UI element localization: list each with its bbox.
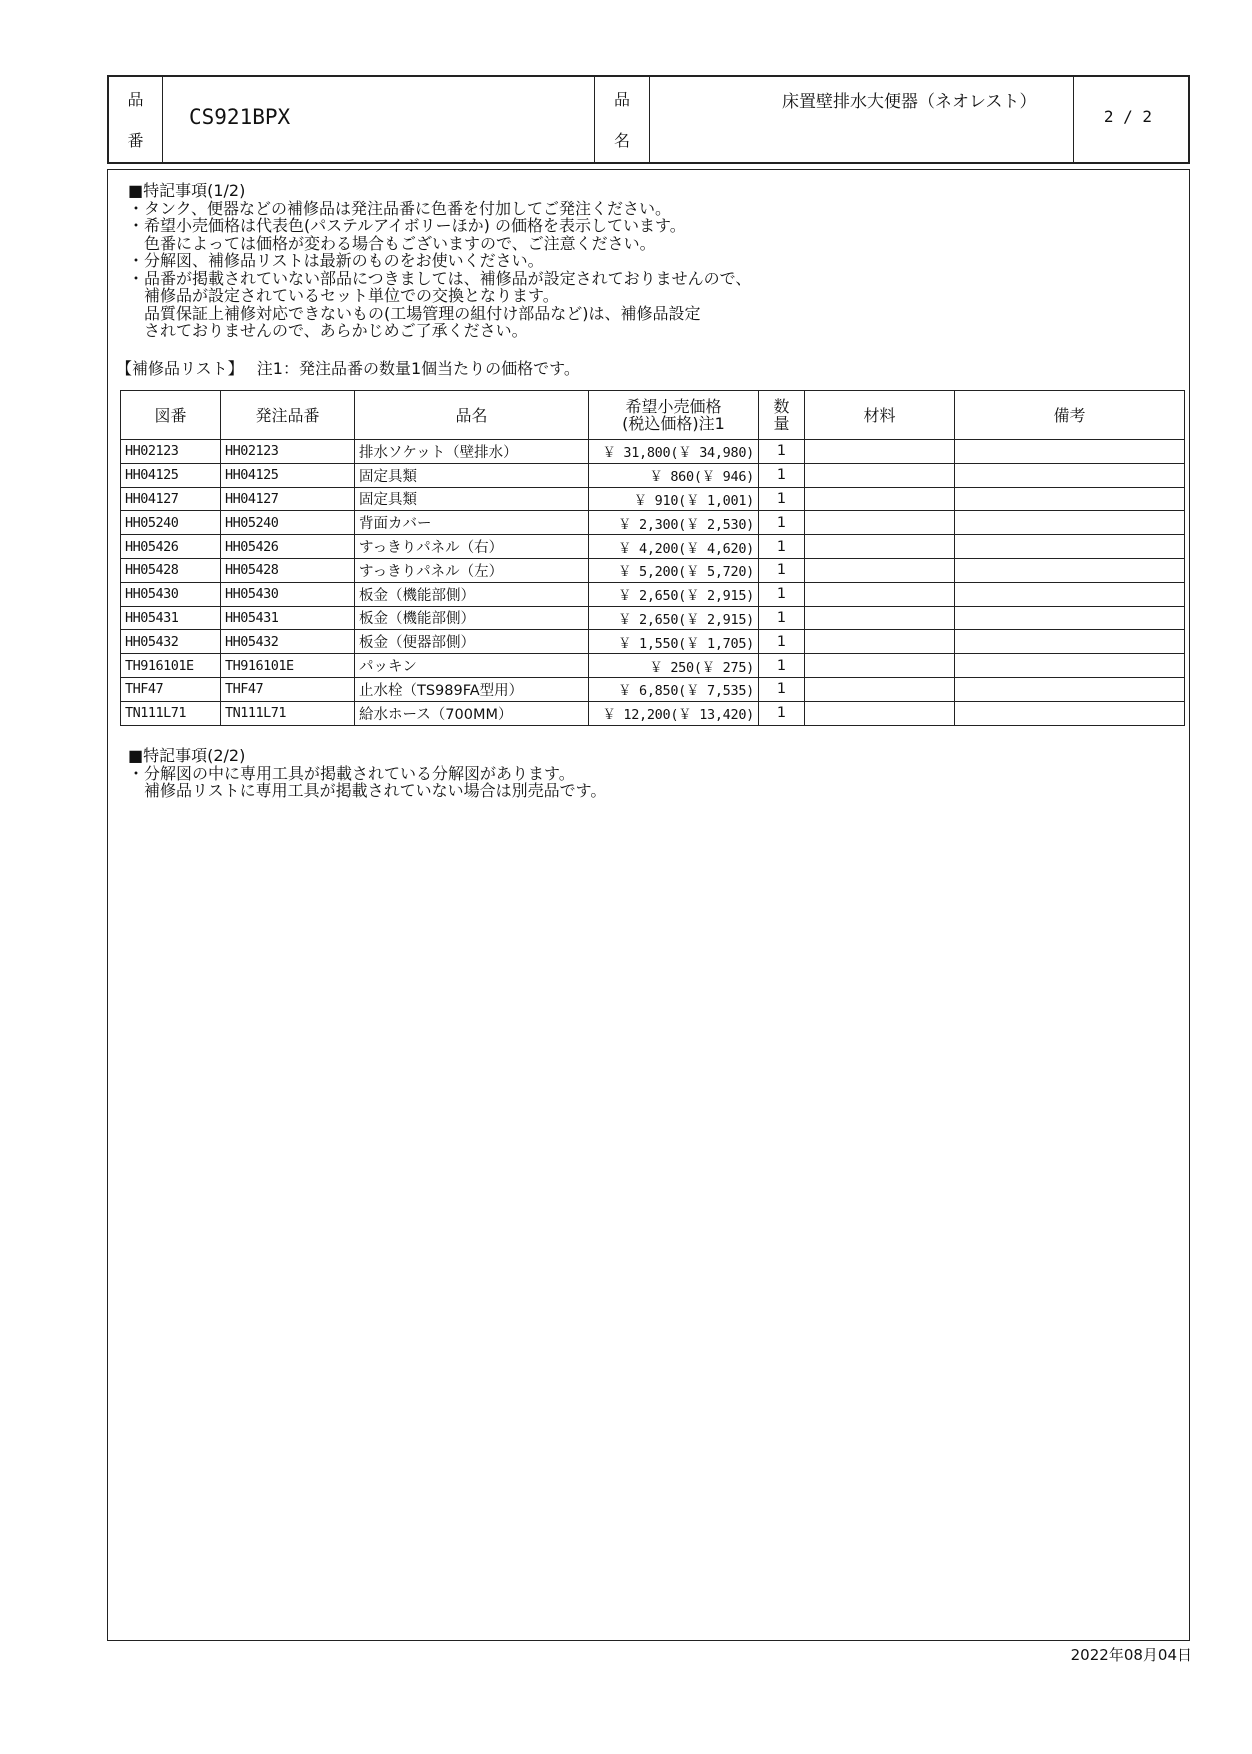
special-notes-1 — [128, 182, 751, 340]
page-number: 2 / 2 — [1103, 107, 1152, 126]
col-header-qty-line2: 量 — [773, 414, 790, 433]
cell-name: すっきりパネル（左） — [355, 558, 589, 582]
cell-price: ￥ 1,550(￥ 1,705) — [589, 630, 759, 654]
cell-price: ￥ 4,200(￥ 4,620) — [589, 535, 759, 559]
cell-name: パッキン — [355, 654, 589, 678]
parts-table — [120, 390, 1185, 726]
name-label-1: 品 — [613, 90, 630, 109]
cell-price: ￥ 6,850(￥ 7,535) — [589, 677, 759, 701]
col-header-qty — [759, 391, 805, 440]
cell-remarks — [955, 487, 1185, 511]
table-row — [121, 487, 1185, 511]
cell-order: HH05431 — [221, 606, 355, 630]
table-row — [121, 440, 1185, 464]
cell-qty: 1 — [759, 535, 805, 559]
cell-fig: HH05432 — [121, 630, 221, 654]
cell-price: ￥ 250(￥ 275) — [589, 654, 759, 678]
cell-qty: 1 — [759, 630, 805, 654]
cell-remarks — [955, 630, 1185, 654]
notes1-line: ・分解図、補修品リストは最新のものをお使いください。 — [128, 251, 544, 270]
notes1-line: ・タンク、便器などの補修品は発注品番に色番を付加してご発注ください。 — [128, 198, 672, 218]
cell-order: HH02123 — [221, 440, 355, 464]
notes1-title: ■特記事項(1/2) — [128, 181, 246, 200]
cell-material — [805, 630, 955, 654]
cell-remarks — [955, 535, 1185, 559]
cell-name: 板金（便器部側） — [355, 630, 589, 654]
cell-fig: HH05431 — [121, 606, 221, 630]
cell-price: ￥ 2,300(￥ 2,530) — [589, 511, 759, 535]
cell-qty: 1 — [759, 558, 805, 582]
notes1-line: 色番によっては価格が変わる場合もございますので、ご注意ください。 — [128, 233, 656, 253]
cell-material — [805, 701, 955, 725]
cell-name: すっきりパネル（右） — [355, 535, 589, 559]
cell-material — [805, 511, 955, 535]
cell-material — [805, 463, 955, 487]
product-code: CS921BPX — [189, 105, 291, 129]
table-row — [121, 511, 1185, 535]
notes1-line: ・希望小売価格は代表色(パステルアイボリーほか) の価格を表示しています。 — [128, 216, 686, 235]
col-header-material: 材料 — [805, 391, 955, 440]
cell-remarks — [955, 558, 1185, 582]
name-label-cell — [595, 77, 650, 162]
col-header-price — [589, 391, 759, 440]
notes1-line: されておりませんので、あらかじめご了承ください。 — [128, 321, 528, 340]
cell-qty: 1 — [759, 487, 805, 511]
table-row — [121, 463, 1185, 487]
col-header-name: 品名 — [355, 391, 589, 440]
name-label-2: 名 — [613, 131, 630, 150]
cell-material — [805, 654, 955, 678]
notes2-line: ・分解図の中に専用工具が掲載されている分解図があります。 — [128, 763, 575, 783]
cell-fig: HH05428 — [121, 558, 221, 582]
col-header-price-line2: (税込価格)注1 — [622, 414, 725, 433]
notes1-line: 補修品が設定されているセット単位での交換となります。 — [128, 286, 559, 305]
cell-name: 背面カバー — [355, 511, 589, 535]
cell-price: ￥ 12,200(￥ 13,420) — [589, 701, 759, 725]
cell-remarks — [955, 511, 1185, 535]
notes2-line: 補修品リストに専用工具が掲載されていない場合は別売品です。 — [128, 781, 607, 800]
col-header-fig: 図番 — [121, 391, 221, 440]
cell-name: 板金（機能部側） — [355, 606, 589, 630]
cell-order: TN111L71 — [221, 701, 355, 725]
cell-order: HH05426 — [221, 535, 355, 559]
cell-remarks — [955, 582, 1185, 606]
cell-price: ￥ 860(￥ 946) — [589, 463, 759, 487]
table-row — [121, 654, 1185, 678]
table-row — [121, 630, 1185, 654]
cell-fig: TN111L71 — [121, 701, 221, 725]
cell-name: 排水ソケット（壁排水） — [355, 440, 589, 464]
table-row — [121, 535, 1185, 559]
cell-fig: HH02123 — [121, 440, 221, 464]
cell-fig: THF47 — [121, 677, 221, 701]
cell-price: ￥ 2,650(￥ 2,915) — [589, 606, 759, 630]
table-row — [121, 677, 1185, 701]
document-date: 2022年08月04日 — [1070, 1646, 1192, 1664]
cell-fig: TH916101E — [121, 654, 221, 678]
cell-material — [805, 582, 955, 606]
cell-price: ￥ 2,650(￥ 2,915) — [589, 582, 759, 606]
notes2-title: ■特記事項(2/2) — [128, 746, 246, 765]
cell-remarks — [955, 701, 1185, 725]
cell-qty: 1 — [759, 606, 805, 630]
cell-order: THF47 — [221, 677, 355, 701]
cell-name: 固定具類 — [355, 463, 589, 487]
table-row — [121, 606, 1185, 630]
content-frame — [107, 169, 1190, 1641]
cell-remarks — [955, 463, 1185, 487]
cell-material — [805, 558, 955, 582]
cell-fig: HH04127 — [121, 487, 221, 511]
cell-fig: HH04125 — [121, 463, 221, 487]
code-label-2: 番 — [127, 131, 144, 150]
product-name: 床置壁排水大便器（ネオレスト） — [782, 92, 1037, 112]
notes1-line: 品質保証上補修対応できないもの(工場管理の組付け部品など)は、補修品設定 — [128, 303, 701, 323]
col-header-price-line1: 希望小売価格 — [625, 397, 722, 416]
cell-remarks — [955, 654, 1185, 678]
cell-name: 板金（機能部側） — [355, 582, 589, 606]
header-box — [107, 75, 1190, 164]
cell-qty: 1 — [759, 654, 805, 678]
cell-material — [805, 440, 955, 464]
cell-name: 固定具類 — [355, 487, 589, 511]
col-header-order: 発注品番 — [221, 391, 355, 440]
cell-qty: 1 — [759, 511, 805, 535]
table-row — [121, 701, 1185, 725]
table-row — [121, 558, 1185, 582]
cell-qty: 1 — [759, 701, 805, 725]
cell-price: ￥ 910(￥ 1,001) — [589, 487, 759, 511]
cell-name: 止水栓（TS989FA型用） — [355, 677, 589, 701]
cell-order: TH916101E — [221, 654, 355, 678]
cell-remarks — [955, 677, 1185, 701]
parts-list-heading: 【補修品リスト】 注1：発注品番の数量1個当たりの価格です。 — [116, 359, 580, 378]
cell-qty: 1 — [759, 463, 805, 487]
cell-material — [805, 677, 955, 701]
cell-qty: 1 — [759, 440, 805, 464]
table-header-row — [121, 391, 1185, 440]
table-row — [121, 582, 1185, 606]
cell-fig: HH05426 — [121, 535, 221, 559]
cell-order: HH05432 — [221, 630, 355, 654]
cell-material — [805, 487, 955, 511]
code-label-cell — [109, 77, 163, 162]
cell-order: HH05430 — [221, 582, 355, 606]
cell-price: ￥ 5,200(￥ 5,720) — [589, 558, 759, 582]
notes1-line: ・品番が掲載されていない部品につきましては、補修品が設定されておりませんので、 — [128, 268, 752, 288]
cell-price: ￥ 31,800(￥ 34,980) — [589, 440, 759, 464]
col-header-remarks: 備考 — [955, 391, 1185, 440]
cell-order: HH04127 — [221, 487, 355, 511]
cell-fig: HH05430 — [121, 582, 221, 606]
col-header-qty-line1: 数 — [773, 397, 790, 416]
cell-material — [805, 535, 955, 559]
cell-material — [805, 606, 955, 630]
cell-qty: 1 — [759, 582, 805, 606]
code-label-1: 品 — [127, 90, 144, 109]
special-notes-2 — [128, 747, 606, 800]
cell-order: HH05428 — [221, 558, 355, 582]
cell-remarks — [955, 440, 1185, 464]
cell-qty: 1 — [759, 677, 805, 701]
cell-order: HH04125 — [221, 463, 355, 487]
cell-order: HH05240 — [221, 511, 355, 535]
cell-fig: HH05240 — [121, 511, 221, 535]
cell-name: 給水ホース（700MM） — [355, 701, 589, 725]
cell-remarks — [955, 606, 1185, 630]
